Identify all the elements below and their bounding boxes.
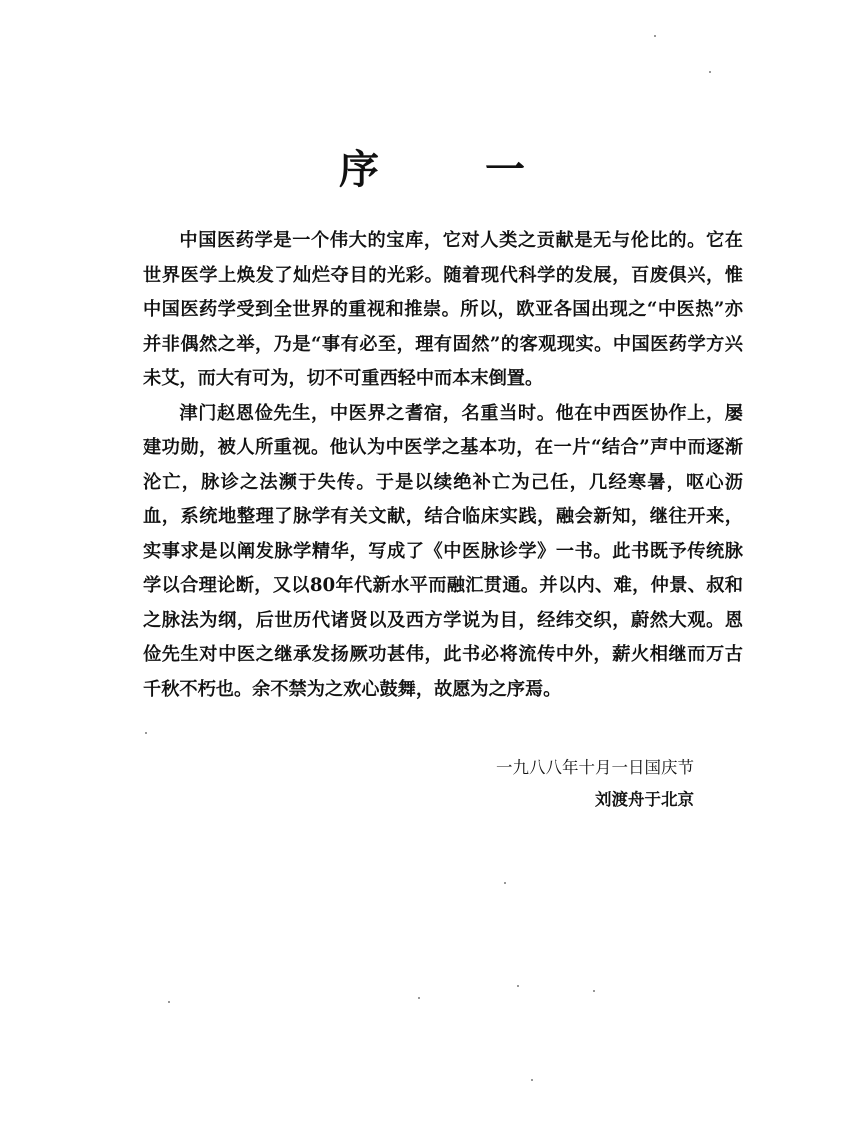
paragraph-2: 津门赵恩俭先生，中医界之耆宿，名重当时。他在中西医协作上，屡建功勋，被人所重视。他认为中医学之基本功，在一片“结合”声中而逐渐沦亡，脉诊之法濒于失传。于是以续绝补亡为己任，几经寒暑，呕心沥血，系统地整理了脉学有关文献，结合临床实践，融会新知，继往开来，实事求是以阐发脉学精华，写成了《中医脉诊学》一书。此书既予传统脉学以合理论断，又以80年代新水平而融汇贯通。并以内、难，仲景、叔和之脉法为纲，后世历代诸贤以及西方学说为目，经纬交织，蔚然大观。恩俭先生对中医之继承发扬厥功甚伟，此书必将流传中外，薪火相继而万古千秋不朽也。余不禁为之欢心鼓舞，故愿为之序焉。: [143, 402, 743, 700]
scan-speck: [709, 71, 711, 73]
scan-speck: [145, 732, 147, 734]
preface-body: [143, 224, 743, 707]
page-title: [0, 138, 866, 195]
scan-speck: [593, 990, 595, 992]
signature-author: 刘渡舟于北京: [595, 790, 694, 809]
title-first-char: 序: [339, 147, 381, 193]
scan-speck: [418, 997, 420, 999]
title-second-char: 一: [485, 147, 527, 193]
scan-speck: [531, 1079, 533, 1081]
signature-block: [496, 752, 694, 816]
paragraph-1: 中国医药学是一个伟大的宝库，它对人类之贡献是无与伦比的。它在世界医学上焕发了灿烂夺目的光彩。随着现代科学的发展，百废俱兴，惟中国医药学受到全世界的重视和推崇。所以，欧亚各国出现之“中医热”亦并非偶然之举，乃是“事有必至，理有固然”的客观现实。中国医药学方兴未艾，而大有可为，切不可重西轻中而本末倒置。: [143, 230, 743, 389]
signature-date: 一九八八年十月一日国庆节: [496, 758, 694, 777]
scan-speck: [654, 35, 656, 37]
scan-speck: [504, 882, 506, 884]
scan-speck: [517, 985, 519, 987]
scan-speck: [168, 1001, 170, 1003]
